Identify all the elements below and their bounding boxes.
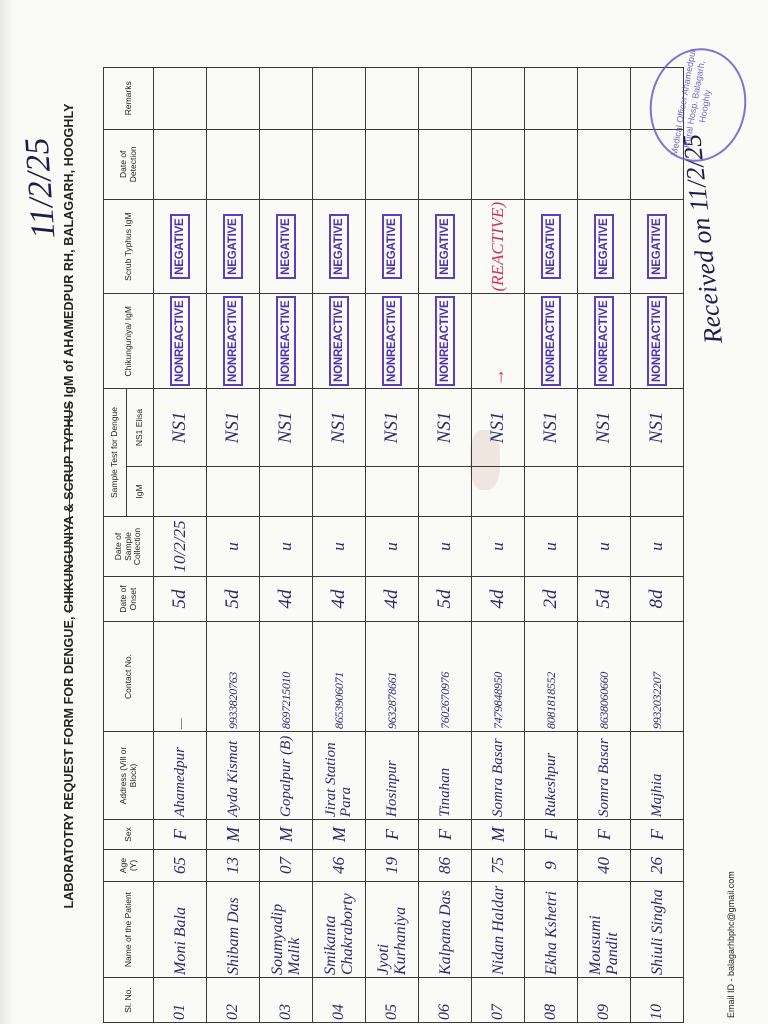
negative-stamp: NEGATIVE: [382, 214, 402, 278]
handwritten-date: 11/2/25: [18, 136, 63, 241]
cell-contact: 7479848950: [472, 622, 525, 732]
cell-contact: 8653906071: [313, 622, 366, 732]
cell-collection-date: u: [313, 517, 366, 577]
cell-age: 07: [260, 850, 313, 882]
nonreactive-stamp: NONREACTIVE: [382, 296, 402, 386]
cell-collection-date: u: [631, 517, 684, 577]
cell-sl-no: 07: [472, 978, 525, 1023]
nonreactive-stamp: NONREACTIVE: [170, 296, 190, 386]
cell-address: Ayda Kismat: [207, 732, 260, 820]
cell-patient-name: Moni Bala: [154, 882, 207, 978]
cell-age: 9: [525, 850, 578, 882]
cell-chikungunya: [472, 294, 525, 389]
cell-sex: M: [207, 820, 260, 850]
cell-remarks: [207, 67, 260, 129]
cell-onset: 5d: [207, 577, 260, 622]
cell-sl-no: 08: [525, 978, 578, 1023]
request-table: [103, 67, 684, 1023]
header-dengue-group: Sample Test for Dengue: [104, 389, 127, 517]
negative-stamp: NEGATIVE: [594, 214, 614, 278]
received-note: Received on 11/2/25: [677, 132, 728, 345]
cell-igm: [472, 467, 525, 517]
nonreactive-stamp: NONREACTIVE: [223, 296, 243, 386]
cell-sl-no: 01: [154, 978, 207, 1023]
cell-remarks: [260, 67, 313, 129]
cell-age: 19: [366, 850, 419, 882]
nonreactive-stamp: NONREACTIVE: [435, 296, 455, 386]
cell-contact: 8638060660: [578, 622, 631, 732]
cell-detection: [366, 129, 419, 199]
cell-ns1: NS1: [525, 389, 578, 467]
negative-stamp: NEGATIVE: [170, 214, 190, 278]
cell-onset: 5d: [154, 577, 207, 622]
cell-age: 13: [207, 850, 260, 882]
table-row: [419, 67, 472, 1022]
header-contact: Contact No.: [104, 622, 154, 732]
cell-onset: 4d: [313, 577, 366, 622]
cell-ns1: NS1: [419, 389, 472, 467]
cell-contact: 7602670976: [419, 622, 472, 732]
cell-age: 26: [631, 850, 684, 882]
cell-scrub: [419, 199, 472, 294]
cell-sex: F: [419, 820, 472, 850]
cell-contact: —: [154, 622, 207, 732]
header-scrub: Scrub Typhus IgM: [104, 199, 154, 294]
cell-chikungunya: [154, 294, 207, 389]
cell-chikungunya: [260, 294, 313, 389]
header-age: Age (Y): [104, 850, 154, 882]
cell-address: Hosinpur: [366, 732, 419, 820]
header-ns1: NS1 Elisa: [127, 389, 154, 467]
nonreactive-stamp: NONREACTIVE: [647, 296, 667, 386]
negative-stamp: NEGATIVE: [541, 214, 561, 278]
header-collection: Date of Sample Collection: [104, 517, 154, 577]
cell-patient-name: Mousumi Pandit: [578, 882, 631, 978]
negative-stamp: NEGATIVE: [647, 214, 667, 278]
nonreactive-stamp: NONREACTIVE: [329, 296, 349, 386]
cell-collection-date: u: [578, 517, 631, 577]
cell-patient-name: Shiuli Singha: [631, 882, 684, 978]
cell-detection: [525, 129, 578, 199]
cell-contact: 8081818552: [525, 622, 578, 732]
cell-address: Gopalpur (B): [260, 732, 313, 820]
seal-text: Medical Officer Ahamedpur Rural Hosp. Balagarh, Hooghly: [668, 48, 713, 157]
table-row: [154, 67, 207, 1022]
cell-igm: [419, 467, 472, 517]
cell-sex: M: [313, 820, 366, 850]
cell-onset: 4d: [260, 577, 313, 622]
cell-onset: 4d: [472, 577, 525, 622]
cell-sex: F: [154, 820, 207, 850]
cell-scrub: [260, 199, 313, 294]
cell-address: Tinahan: [419, 732, 472, 820]
cell-patient-name: Jyoti Kurhaniya: [366, 882, 419, 978]
cell-scrub: [366, 199, 419, 294]
cell-collection-date: u: [525, 517, 578, 577]
negative-stamp: NEGATIVE: [223, 214, 243, 278]
cell-igm: [313, 467, 366, 517]
cell-sex: F: [578, 820, 631, 850]
cell-detection: [207, 129, 260, 199]
cell-patient-name: Smikanta Chakraborty: [313, 882, 366, 978]
table-row: [260, 67, 313, 1022]
cell-age: 86: [419, 850, 472, 882]
table-row: [525, 67, 578, 1022]
cell-sl-no: 10: [631, 978, 684, 1023]
cell-ns1: NS1: [154, 389, 207, 467]
cell-ns1: NS1: [207, 389, 260, 467]
cell-scrub: [578, 199, 631, 294]
title-prefix: LABORATOTRY REQUEST FORM FOR DENGUE,: [62, 612, 76, 909]
cell-age: 46: [313, 850, 366, 882]
negative-stamp: NEGATIVE: [435, 214, 455, 278]
header-address: Address (Vill or Block): [104, 732, 154, 820]
cell-chikungunya: [631, 294, 684, 389]
cell-ns1: NS1: [472, 389, 525, 467]
title-struck: CHIKUNGUNIYA & SCRUP TYPHUS: [62, 400, 76, 613]
header-chikungunya: Chikunguniya/ IgM: [104, 294, 154, 389]
cell-contact: 8697215010: [260, 622, 313, 732]
cell-age: 40: [578, 850, 631, 882]
email-line: Email ID - balagarhbphc@gmail.com: [726, 871, 736, 1018]
cell-onset: 2d: [525, 577, 578, 622]
table-row: [578, 67, 631, 1022]
cell-sl-no: 04: [313, 978, 366, 1023]
cell-detection: [313, 129, 366, 199]
cell-scrub: [313, 199, 366, 294]
cell-patient-name: Shibam Das: [207, 882, 260, 978]
negative-stamp: NEGATIVE: [329, 214, 349, 278]
header-igm: IgM: [127, 467, 154, 517]
cell-address: Somra Basar: [472, 732, 525, 820]
cell-sex: F: [366, 820, 419, 850]
cell-address: Ahamedpur: [154, 732, 207, 820]
cell-patient-name: Ekha Kshetri: [525, 882, 578, 978]
cell-igm: [207, 467, 260, 517]
cell-collection-date: u: [472, 517, 525, 577]
table-row: [313, 67, 366, 1022]
cell-patient-name: Nidan Haldar: [472, 882, 525, 978]
cell-onset: 8d: [631, 577, 684, 622]
cell-sex: F: [631, 820, 684, 850]
cell-remarks: [154, 67, 207, 129]
cell-collection-date: 10/2/25: [154, 517, 207, 577]
header-sl-no: Sl. No.: [104, 978, 154, 1023]
cell-patient-name: Soumyadip Malik: [260, 882, 313, 978]
cell-sl-no: 03: [260, 978, 313, 1023]
table-body: [154, 67, 684, 1022]
cell-detection: [419, 129, 472, 199]
cell-onset: 5d: [419, 577, 472, 622]
reactive-note: (REACTIVE): [488, 201, 507, 292]
cell-sex: M: [260, 820, 313, 850]
cell-contact: 9632878661: [366, 622, 419, 732]
cell-collection-date: u: [366, 517, 419, 577]
header-sex: Sex: [104, 820, 154, 850]
cell-chikungunya: [578, 294, 631, 389]
header-detection: Date of Detection: [104, 129, 154, 199]
cell-onset: 4d: [366, 577, 419, 622]
cell-address: Jirat Station Para: [313, 732, 366, 820]
cell-remarks: [472, 67, 525, 129]
table-row: [472, 67, 525, 1022]
header-name: Name of the Patient: [104, 882, 154, 978]
cell-igm: [631, 467, 684, 517]
cell-collection-date: u: [207, 517, 260, 577]
cell-sex: M: [472, 820, 525, 850]
cell-scrub: [207, 199, 260, 294]
cell-ns1: NS1: [260, 389, 313, 467]
cell-address: Somra Basar: [578, 732, 631, 820]
cell-address: Majhia: [631, 732, 684, 820]
header-onset: Date of Onset: [104, 577, 154, 622]
nonreactive-stamp: NONREACTIVE: [276, 296, 296, 386]
cell-igm: [578, 467, 631, 517]
cell-sl-no: 09: [578, 978, 631, 1023]
cell-age: 65: [154, 850, 207, 882]
cell-contact: 9932032207: [631, 622, 684, 732]
cell-ns1: NS1: [313, 389, 366, 467]
cell-sl-no: 06: [419, 978, 472, 1023]
cell-detection: [260, 129, 313, 199]
cell-igm: [154, 467, 207, 517]
red-arrow-icon: →: [487, 368, 508, 386]
cell-igm: [260, 467, 313, 517]
cell-detection: [578, 129, 631, 199]
cell-scrub: [472, 199, 525, 294]
cell-remarks: [313, 67, 366, 129]
cell-contact: 9933820763: [207, 622, 260, 732]
cell-chikungunya: [419, 294, 472, 389]
cell-igm: [525, 467, 578, 517]
cell-onset: 5d: [578, 577, 631, 622]
cell-scrub: [154, 199, 207, 294]
cell-collection-date: u: [260, 517, 313, 577]
cell-remarks: [578, 67, 631, 129]
cell-remarks: [366, 67, 419, 129]
cell-sex: F: [525, 820, 578, 850]
cell-chikungunya: [525, 294, 578, 389]
cell-address: Rukeshpur: [525, 732, 578, 820]
header-remarks: Remarks: [104, 67, 154, 129]
cell-chikungunya: [313, 294, 366, 389]
cell-ns1: NS1: [578, 389, 631, 467]
negative-stamp: NEGATIVE: [276, 214, 296, 278]
cell-chikungunya: [366, 294, 419, 389]
table-row: [631, 67, 684, 1022]
title-suffix: IgM of AHAMEDPUR RH, BALAGARH, HOOGHLY: [62, 103, 76, 401]
cell-remarks: [525, 67, 578, 129]
nonreactive-stamp: NONREACTIVE: [594, 296, 614, 386]
cell-ns1: NS1: [631, 389, 684, 467]
cell-detection: [154, 129, 207, 199]
cell-igm: [366, 467, 419, 517]
cell-collection-date: u: [419, 517, 472, 577]
cell-ns1: NS1: [366, 389, 419, 467]
table-row: [207, 67, 260, 1022]
cell-patient-name: Kalpana Das: [419, 882, 472, 978]
cell-detection: [472, 129, 525, 199]
table-row: [366, 67, 419, 1022]
cell-remarks: [419, 67, 472, 129]
nonreactive-stamp: NONREACTIVE: [541, 296, 561, 386]
cell-chikungunya: [207, 294, 260, 389]
cell-scrub: [525, 199, 578, 294]
cell-scrub: [631, 199, 684, 294]
form-title: [62, 26, 76, 986]
cell-sl-no: 05: [366, 978, 419, 1023]
cell-sl-no: 02: [207, 978, 260, 1023]
cell-age: 75: [472, 850, 525, 882]
